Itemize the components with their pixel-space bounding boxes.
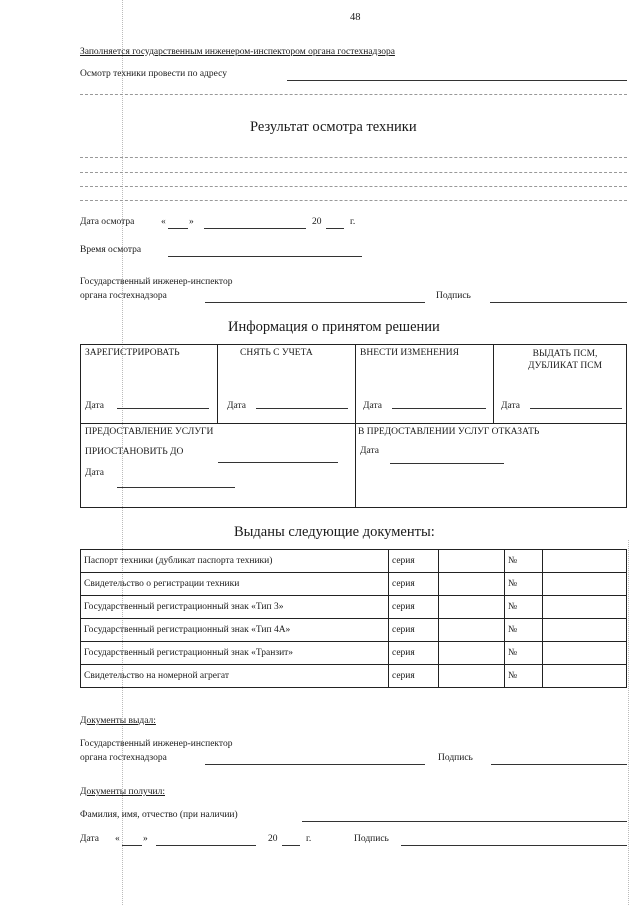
inspection-year-field[interactable] (326, 228, 344, 229)
table-row (81, 596, 627, 619)
decision-make-changes-date-label: Дата (363, 401, 382, 411)
result-line-4[interactable] (80, 200, 627, 201)
decision-heading: Информация о принятом решении (228, 319, 440, 335)
number-label: № (505, 573, 543, 596)
series-label: серия (389, 573, 439, 596)
inspector-title-line2: органа гостехнадзора (80, 291, 167, 301)
result-line-1[interactable] (80, 157, 627, 158)
issued-by-name-field[interactable] (205, 764, 425, 765)
series-label: серия (389, 642, 439, 665)
decision-make-changes-title: ВНЕСТИ ИЗМЕНЕНИЯ (360, 348, 459, 358)
inspection-year-prefix: 20 (312, 217, 322, 227)
number-field[interactable] (543, 642, 627, 665)
number-field[interactable] (543, 573, 627, 596)
received-year-prefix: 20 (268, 834, 278, 844)
inspection-date-label: Дата осмотра (80, 217, 135, 227)
decision-issue-psm-date-field[interactable] (530, 408, 622, 409)
table-row (81, 550, 627, 573)
decision-deregister-cell[interactable] (218, 345, 356, 424)
documents-table (80, 549, 627, 688)
result-heading: Результат осмотра техники (250, 119, 417, 135)
received-date-open-quote: « (115, 834, 120, 844)
issued-by-signature-field[interactable] (491, 764, 627, 765)
decision-suspend-cell[interactable] (81, 424, 356, 508)
decision-issue-psm-date-label: Дата (501, 401, 520, 411)
series-label: серия (389, 665, 439, 688)
decision-deregister-date-label: Дата (227, 401, 246, 411)
inspector-signature-label: Подпись (436, 291, 471, 301)
decision-issue-psm-cell[interactable] (494, 345, 627, 424)
document-name: Свидетельство на номерной агрегат (81, 665, 389, 688)
header-note: Заполняется государственным инженером-инспектором органа гостехнадзора (80, 47, 395, 57)
inspection-day-field[interactable] (168, 228, 188, 229)
documents-heading: Выданы следующие документы: (234, 524, 435, 540)
table-row (81, 665, 627, 688)
inspection-address-label: Осмотр техники провести по адресу (80, 69, 227, 79)
table-row (81, 642, 627, 665)
inspection-time-field[interactable] (168, 256, 362, 257)
document-name: Государственный регистрационный знак «Тип 4А» (81, 619, 389, 642)
inspection-date-open-quote: « (161, 217, 166, 227)
decision-register-cell[interactable] (81, 345, 218, 424)
received-by-name-label: Фамилия, имя, отчество (при наличии) (80, 810, 238, 820)
decision-make-changes-date-field[interactable] (392, 408, 486, 409)
number-field[interactable] (543, 619, 627, 642)
inspector-name-field[interactable] (205, 302, 425, 303)
series-field[interactable] (439, 619, 505, 642)
number-field[interactable] (543, 596, 627, 619)
number-label: № (505, 619, 543, 642)
decision-refuse-date-field[interactable] (390, 463, 504, 464)
received-day-field[interactable] (122, 845, 142, 846)
issued-by-title-line1: Государственный инженер-инспектор (80, 739, 233, 749)
number-field[interactable] (543, 550, 627, 573)
number-field[interactable] (543, 665, 627, 688)
document-name: Государственный регистрационный знак «Транзит» (81, 642, 389, 665)
number-label: № (505, 596, 543, 619)
decision-register-date-label: Дата (85, 401, 104, 411)
received-month-field[interactable] (156, 845, 256, 846)
table-row (81, 619, 627, 642)
number-label: № (505, 642, 543, 665)
decision-issue-psm-title: ВЫДАТЬ ПСМ, ДУБЛИКАТ ПСМ (527, 349, 603, 371)
series-label: серия (389, 596, 439, 619)
number-label: № (505, 550, 543, 573)
decision-suspend-title-line1: ПРЕДОСТАВЛЕНИЕ УСЛУГИ (85, 427, 214, 437)
table-row (81, 573, 627, 596)
page-number: 48 (350, 12, 361, 23)
decision-suspend-title-line2: ПРИОСТАНОВИТЬ ДО (85, 447, 184, 457)
issued-by-label: Документы выдал: (80, 716, 156, 726)
series-field[interactable] (439, 642, 505, 665)
decision-make-changes-cell[interactable] (356, 345, 494, 424)
series-field[interactable] (439, 596, 505, 619)
received-year-suffix: г. (306, 834, 312, 844)
received-signature-field[interactable] (401, 845, 627, 846)
received-by-name-field[interactable] (302, 821, 627, 822)
series-label: серия (389, 550, 439, 573)
document-name: Государственный регистрационный знак «Тип 3» (81, 596, 389, 619)
inspection-address-line[interactable] (287, 80, 627, 81)
received-date-close-quote: » (143, 834, 148, 844)
inspector-signature-field[interactable] (490, 302, 627, 303)
inspection-time-label: Время осмотра (80, 245, 142, 255)
decision-deregister-date-field[interactable] (256, 408, 348, 409)
inspection-month-field[interactable] (204, 228, 306, 229)
number-label: № (505, 665, 543, 688)
received-date-label: Дата (80, 834, 99, 844)
inspection-date-close-quote: » (189, 217, 194, 227)
decision-suspend-until-field[interactable] (218, 462, 338, 463)
decision-register-date-field[interactable] (117, 408, 209, 409)
series-field[interactable] (439, 573, 505, 596)
document-name: Паспорт техники (дубликат паспорта техники) (81, 550, 389, 573)
inspection-address-line-2[interactable] (80, 94, 627, 95)
received-year-field[interactable] (282, 845, 300, 846)
series-field[interactable] (439, 550, 505, 573)
decision-deregister-title: СНЯТЬ С УЧЕТА (240, 348, 313, 358)
decision-suspend-date-field[interactable] (117, 487, 235, 488)
received-by-label: Документы получил: (80, 787, 165, 797)
scan-artifact-line (628, 540, 629, 905)
decision-refuse-title: В ПРЕДОСТАВЛЕНИИ УСЛУГ ОТКАЗАТЬ (358, 427, 540, 437)
result-line-3[interactable] (80, 186, 627, 187)
decision-table (80, 344, 627, 508)
issued-by-signature-label: Подпись (438, 753, 473, 763)
series-field[interactable] (439, 665, 505, 688)
inspector-title-line1: Государственный инженер-инспектор (80, 277, 233, 287)
document-name: Свидетельство о регистрации техники (81, 573, 389, 596)
decision-suspend-date-label: Дата (85, 468, 104, 478)
decision-refuse-cell[interactable] (356, 424, 627, 508)
decision-register-title: ЗАРЕГИСТРИРОВАТЬ (85, 348, 180, 358)
series-label: серия (389, 619, 439, 642)
issued-by-title-line2: органа гостехнадзора (80, 753, 167, 763)
received-signature-label: Подпись (354, 834, 389, 844)
decision-refuse-date-label: Дата (360, 446, 379, 456)
result-line-2[interactable] (80, 172, 627, 173)
inspection-year-suffix: г. (350, 217, 356, 227)
